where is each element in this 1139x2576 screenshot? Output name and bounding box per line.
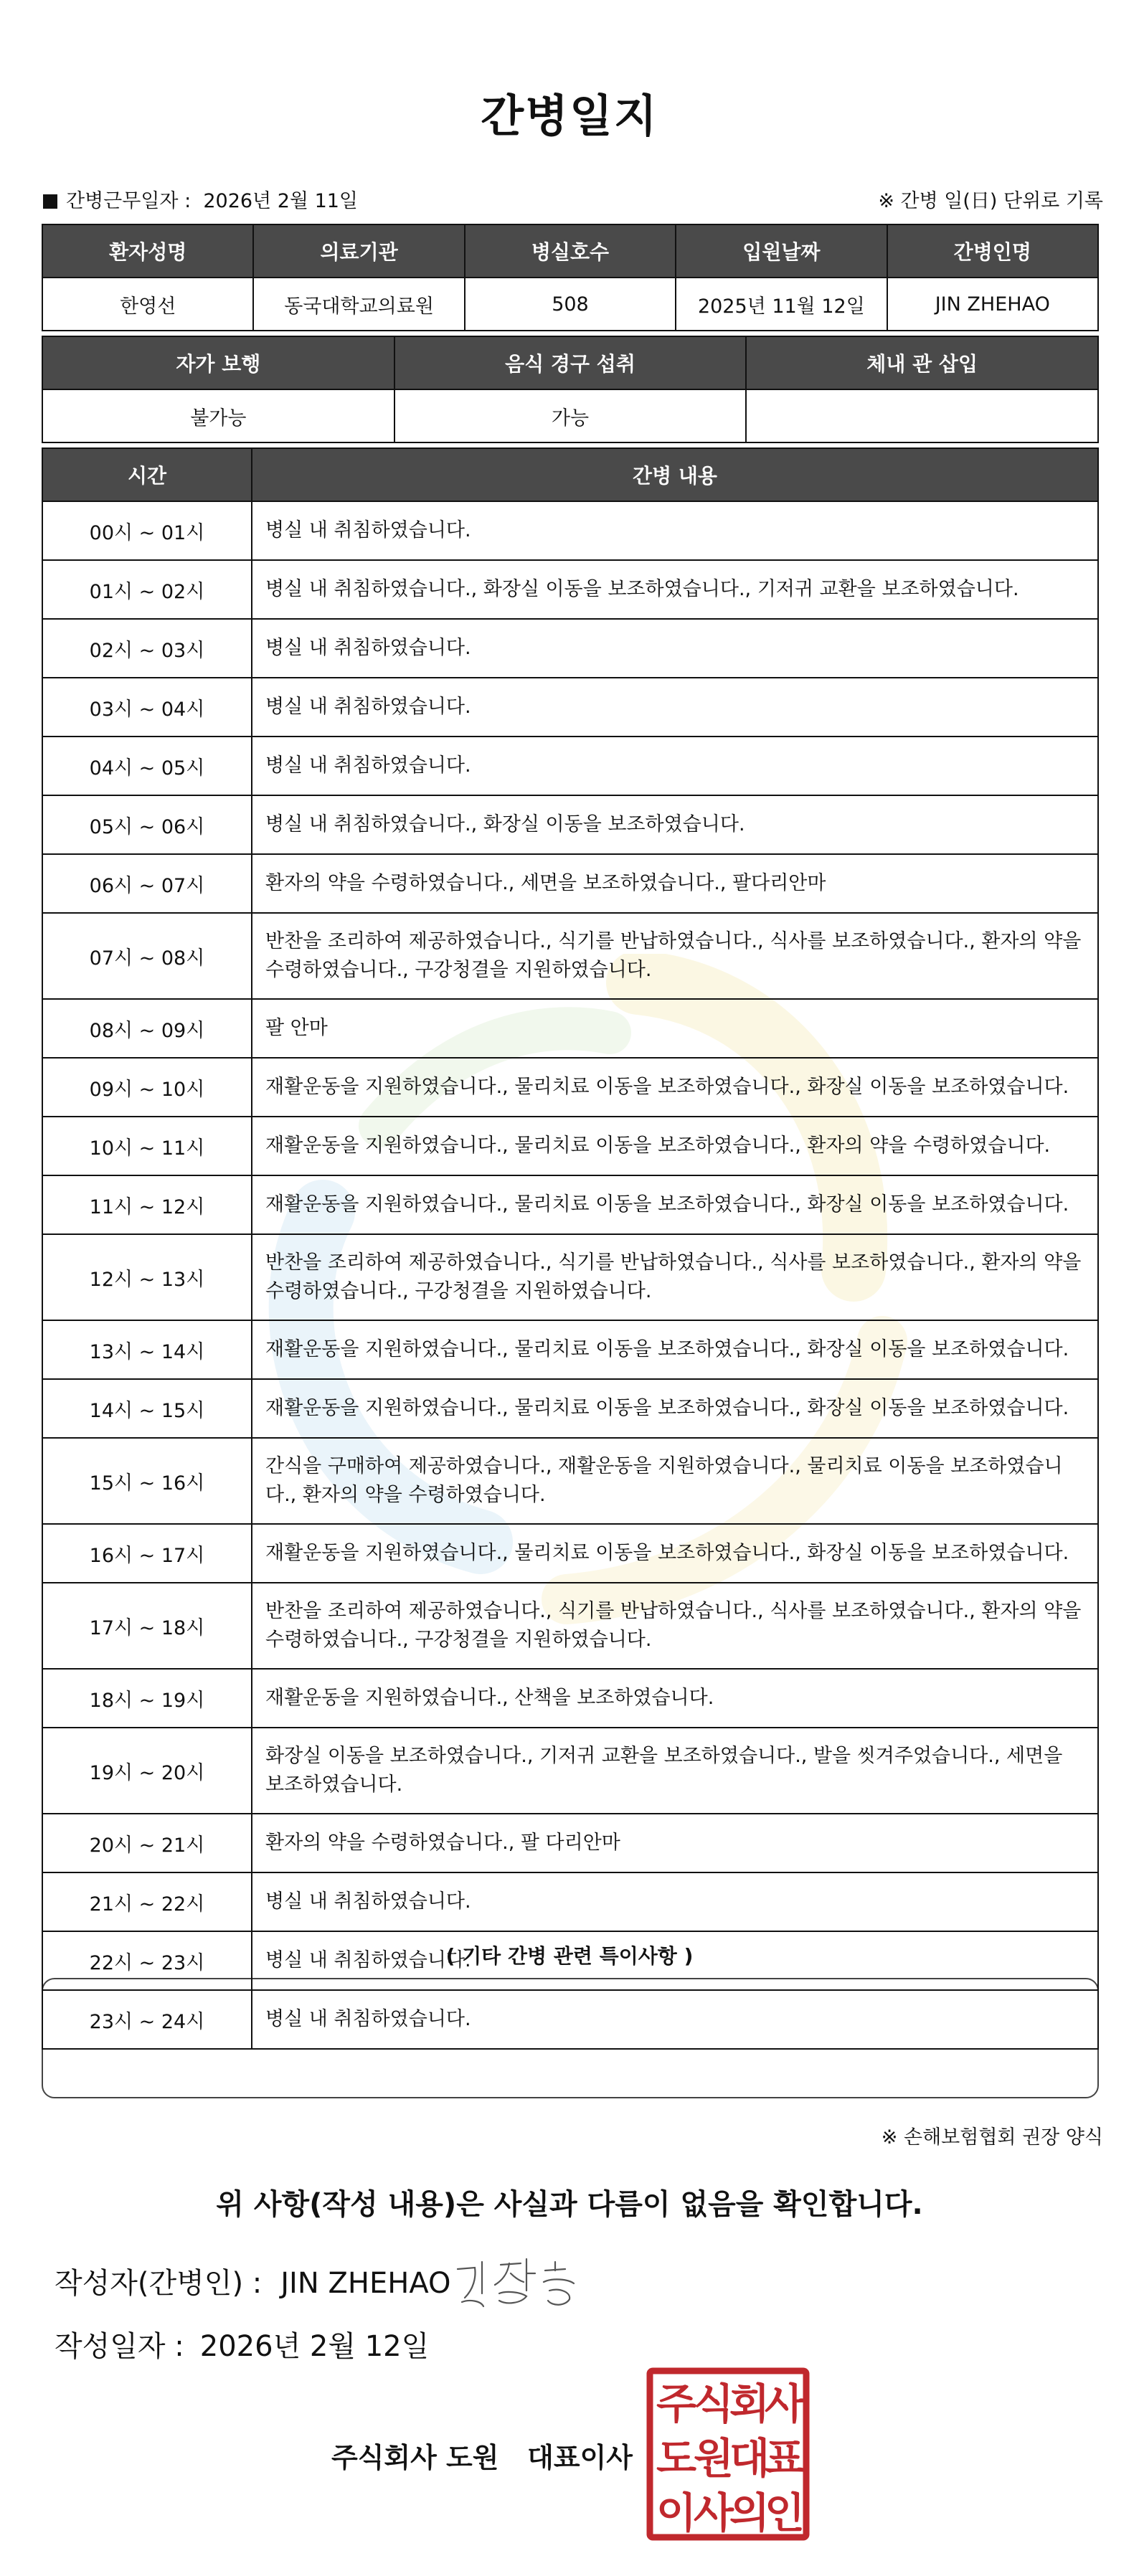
care-log-row xyxy=(42,854,1098,913)
log-content-cell: 반찬을 조리하여 제공하였습니다., 식기를 반납하였습니다., 식사를 보조하였습니다., 환자의 약을 수령하였습니다., 구강청결을 지원하였습니다. xyxy=(252,913,1098,999)
care-log-row xyxy=(42,619,1098,678)
square-bullet-icon xyxy=(43,194,57,209)
log-content-cell: 화장실 이동을 보조하였습니다., 기저귀 교환을 보조하였습니다., 발을 씻겨주었습니다., 세면을 보조하였습니다. xyxy=(252,1728,1098,1814)
header-care-content: 간병 내용 xyxy=(252,448,1098,501)
log-content-cell: 반찬을 조리하여 제공하였습니다., 식기를 반납하였습니다., 식사를 보조하였습니다., 환자의 약을 수령하였습니다., 구강청결을 지원하였습니다. xyxy=(252,1583,1098,1669)
log-content-cell: 재활운동을 지원하였습니다., 물리치료 이동을 보조하였습니다., 화장실 이동을 보조하였습니다. xyxy=(252,1524,1098,1583)
svg-text:사: 사 xyxy=(764,2380,805,2428)
svg-text:의: 의 xyxy=(729,2489,770,2537)
log-content-cell: 병실 내 취침하였습니다., 화장실 이동을 보조하였습니다., 기저귀 교환을 보조하였습니다. xyxy=(252,560,1098,619)
log-content-cell: 팔 안마 xyxy=(252,999,1098,1058)
care-log-row xyxy=(42,737,1098,795)
log-time-cell: 04시 ~ 05시 xyxy=(42,737,252,795)
svg-text:대: 대 xyxy=(729,2434,770,2483)
oral-intake-value: 가능 xyxy=(394,389,747,442)
care-log-row xyxy=(42,1669,1098,1728)
log-time-cell: 07시 ~ 08시 xyxy=(42,913,252,999)
log-time-cell: 02시 ~ 03시 xyxy=(42,619,252,678)
log-content-cell: 재활운동을 지원하였습니다., 물리치료 이동을 보조하였습니다., 화장실 이동을 보조하였습니다. xyxy=(252,1058,1098,1117)
care-log-row xyxy=(42,1058,1098,1117)
care-log-row xyxy=(42,560,1098,619)
log-time-cell: 08시 ~ 09시 xyxy=(42,999,252,1058)
document-title: 간병일지 xyxy=(481,90,658,142)
svg-text:주: 주 xyxy=(656,2380,697,2428)
log-content-cell: 병실 내 취침하였습니다. xyxy=(252,678,1098,737)
svg-text:원: 원 xyxy=(693,2434,734,2483)
header-room-number: 병실호수 xyxy=(465,224,676,278)
confirmation-statement: 위 사항(작성 내용)은 사실과 다름이 없음을 확인합니다. xyxy=(216,2188,923,2221)
log-content-cell: 병실 내 취침하였습니다. xyxy=(252,1931,1098,1990)
tube-insertion-value xyxy=(746,389,1098,442)
log-time-cell: 23시 ~ 24시 xyxy=(42,1990,252,2049)
care-log-row xyxy=(42,1524,1098,1583)
log-content-cell: 병실 내 취침하였습니다. xyxy=(252,501,1098,560)
header-self-walking: 자가 보행 xyxy=(42,336,394,389)
log-content-cell: 재활운동을 지원하였습니다., 물리치료 이동을 보조하였습니다., 화장실 이동을 보조하였습니다. xyxy=(252,1175,1098,1234)
care-log-row xyxy=(42,501,1098,560)
log-content-cell: 재활운동을 지원하였습니다., 물리치료 이동을 보조하였습니다., 화장실 이동을 보조하였습니다. xyxy=(252,1379,1098,1438)
svg-text:도: 도 xyxy=(656,2434,697,2483)
care-log-row xyxy=(42,1990,1098,2049)
caregiver-name: JIN ZHEHAO xyxy=(887,278,1098,331)
writer-line xyxy=(55,2260,450,2301)
care-log-row xyxy=(42,999,1098,1058)
log-time-cell: 00시 ~ 01시 xyxy=(42,501,252,560)
patient-status-header-row xyxy=(42,336,1098,389)
care-log-row xyxy=(42,678,1098,737)
patient-info-table xyxy=(42,224,1099,331)
written-date-value: 2026년 2월 12일 xyxy=(199,2330,430,2363)
care-log-row xyxy=(42,1583,1098,1669)
log-time-cell: 18시 ~ 19시 xyxy=(42,1669,252,1728)
log-content-cell: 병실 내 취침하였습니다. xyxy=(252,619,1098,678)
log-time-cell: 19시 ~ 20시 xyxy=(42,1728,252,1814)
writer-name: JIN ZHEHAO xyxy=(280,2267,451,2300)
patient-status-table xyxy=(42,336,1099,443)
log-time-cell: 14시 ~ 15시 xyxy=(42,1379,252,1438)
svg-text:인: 인 xyxy=(764,2489,805,2537)
log-time-cell: 21시 ~ 22시 xyxy=(42,1872,252,1931)
care-log-row xyxy=(42,1320,1098,1379)
header-oral-intake: 음식 경구 섭취 xyxy=(394,336,747,389)
svg-text:식: 식 xyxy=(693,2380,734,2428)
log-time-cell: 03시 ~ 04시 xyxy=(42,678,252,737)
care-log-row xyxy=(42,1117,1098,1175)
log-content-cell: 재활운동을 지원하였습니다., 물리치료 이동을 보조하였습니다., 환자의 약을 수령하였습니다. xyxy=(252,1117,1098,1175)
care-log-row xyxy=(42,1728,1098,1814)
log-time-cell: 20시 ~ 21시 xyxy=(42,1814,252,1872)
patient-status-value-row xyxy=(42,389,1098,442)
care-log-row xyxy=(42,1931,1098,1990)
care-log-header-row xyxy=(42,448,1098,501)
log-time-cell: 13시 ~ 14시 xyxy=(42,1320,252,1379)
care-log-row xyxy=(42,1175,1098,1234)
header-caregiver-name: 간병인명 xyxy=(887,224,1098,278)
patient-info-value-row xyxy=(42,278,1098,331)
log-time-cell: 11시 ~ 12시 xyxy=(42,1175,252,1234)
header-hospital: 의료기관 xyxy=(253,224,464,278)
log-content-cell: 환자의 약을 수령하였습니다., 세면을 보조하였습니다., 팔다리안마 xyxy=(252,854,1098,913)
recommended-form-note: ※ 손해보험협회 권장 양식 xyxy=(881,2126,1103,2149)
writer-label: 작성자(간병인) : xyxy=(55,2267,263,2300)
svg-text:회: 회 xyxy=(729,2380,770,2428)
company-representative: 주식회사 도원 대표이사 xyxy=(331,2442,633,2473)
special-notes-title: ( 기타 간병 관련 특이사항 ) xyxy=(445,1944,694,1968)
care-log-row xyxy=(42,795,1098,854)
care-log-row xyxy=(42,1814,1098,1872)
log-content-cell: 반찬을 조리하여 제공하였습니다., 식기를 반납하였습니다., 식사를 보조하였습니다., 환자의 약을 수령하였습니다., 구강청결을 지원하였습니다. xyxy=(252,1234,1098,1320)
work-date-line xyxy=(43,185,358,213)
admission-date: 2025년 11월 12일 xyxy=(676,278,887,331)
work-date-value: 2026년 2월 11일 xyxy=(203,190,359,212)
patient-name: 한영선 xyxy=(42,278,253,331)
care-log-table xyxy=(42,448,1099,2050)
header-admission-date: 입원날짜 xyxy=(676,224,887,278)
header-time: 시간 xyxy=(42,448,252,501)
log-time-cell: 01시 ~ 02시 xyxy=(42,560,252,619)
log-content-cell: 병실 내 취침하였습니다. xyxy=(252,1990,1098,2049)
log-content-cell: 병실 내 취침하였습니다. xyxy=(252,737,1098,795)
written-date-line xyxy=(55,2324,429,2364)
log-content-cell: 병실 내 취침하였습니다., 화장실 이동을 보조하였습니다. xyxy=(252,795,1098,854)
log-time-cell: 16시 ~ 17시 xyxy=(42,1524,252,1583)
log-content-cell: 재활운동을 지원하였습니다., 물리치료 이동을 보조하였습니다., 화장실 이동을 보조하였습니다. xyxy=(252,1320,1098,1379)
care-log-row xyxy=(42,1438,1098,1524)
svg-text:사: 사 xyxy=(693,2489,734,2537)
log-time-cell: 09시 ~ 10시 xyxy=(42,1058,252,1117)
header-tube-insertion: 체내 관 삽입 xyxy=(746,336,1098,389)
written-date-label: 작성일자 : xyxy=(55,2330,184,2363)
room-number: 508 xyxy=(465,278,676,331)
self-walking-value: 불가능 xyxy=(42,389,394,442)
care-log-row xyxy=(42,913,1098,999)
header-patient-name: 환자성명 xyxy=(42,224,253,278)
log-content-cell: 병실 내 취침하였습니다. xyxy=(252,1872,1098,1931)
log-time-cell: 22시 ~ 23시 xyxy=(42,1931,252,1990)
log-content-cell: 재활운동을 지원하였습니다., 산책을 보조하였습니다. xyxy=(252,1669,1098,1728)
handwritten-signature xyxy=(452,2249,588,2314)
company-seal-stamp xyxy=(646,2367,810,2542)
log-time-cell: 06시 ~ 07시 xyxy=(42,854,252,913)
log-content-cell: 환자의 약을 수령하였습니다., 팔 다리안마 xyxy=(252,1814,1098,1872)
record-unit-note: ※ 간병 일(日) 단위로 기록 xyxy=(878,190,1103,212)
svg-text:표: 표 xyxy=(764,2434,805,2483)
care-log-row xyxy=(42,1234,1098,1320)
log-content-cell: 간식을 구매하여 제공하였습니다., 재활운동을 지원하였습니다., 물리치료 이동을 보조하였습니다., 환자의 약을 수령하였습니다. xyxy=(252,1438,1098,1524)
log-time-cell: 12시 ~ 13시 xyxy=(42,1234,252,1320)
log-time-cell: 15시 ~ 16시 xyxy=(42,1438,252,1524)
log-time-cell: 10시 ~ 11시 xyxy=(42,1117,252,1175)
log-time-cell: 05시 ~ 06시 xyxy=(42,795,252,854)
care-log-row xyxy=(42,1872,1098,1931)
care-log-row xyxy=(42,1379,1098,1438)
work-date-label: 간병근무일자 : xyxy=(66,190,192,212)
patient-info-header-row xyxy=(42,224,1098,278)
log-time-cell: 17시 ~ 18시 xyxy=(42,1583,252,1669)
svg-text:이: 이 xyxy=(656,2489,697,2537)
hospital-name: 동국대학교의료원 xyxy=(253,278,464,331)
